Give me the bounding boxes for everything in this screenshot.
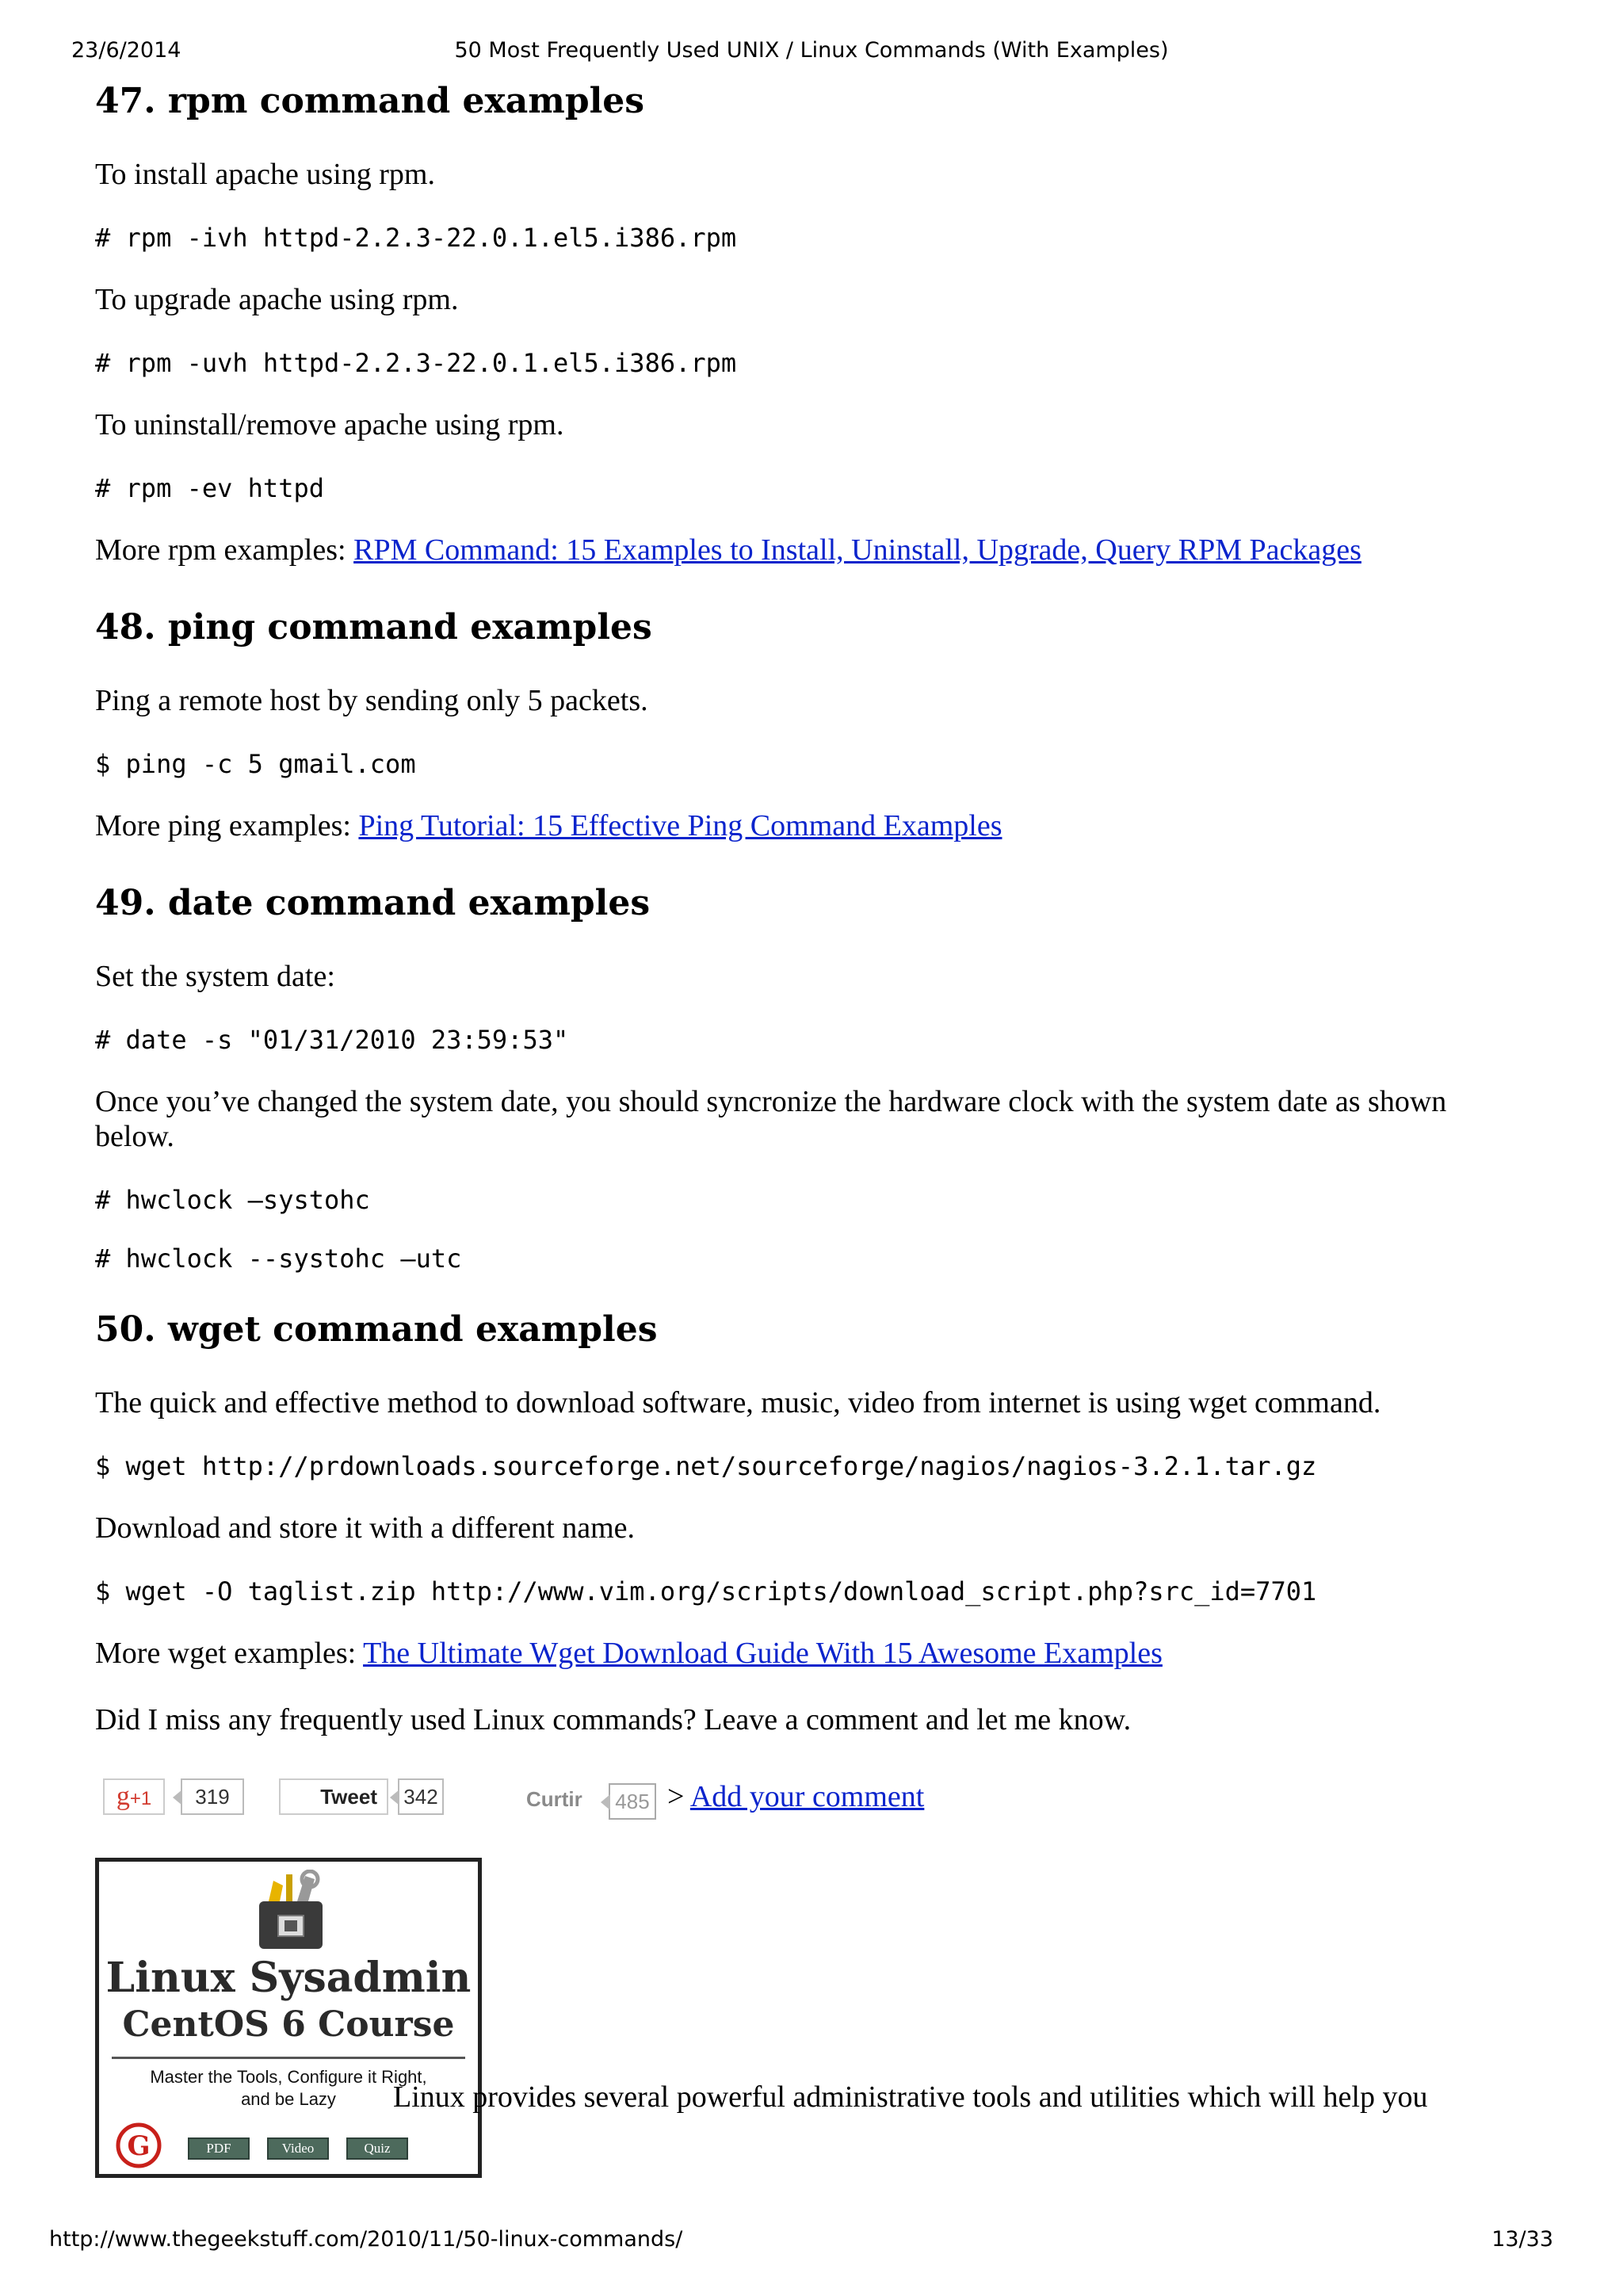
banner-pdf-button[interactable]: PDF (188, 2137, 250, 2160)
closing-text: Did I miss any frequently used Linux commands? Leave a comment and let me know. (95, 1703, 1132, 1736)
date-sync-text: Once you’ve changed the system date, you should syncronize the hardware clock with the system date as shown below. (95, 1085, 1447, 1153)
ping-more (95, 808, 1002, 843)
rpm-more (95, 533, 1361, 567)
ping-cmd: $ ping -c 5 gmail.com (95, 749, 416, 779)
footer-page-number: 13/33 (1491, 2227, 1553, 2252)
footer-url: http://www.thegeekstuff.com/2010/11/50-linux-commands/ (49, 2227, 683, 2252)
gplus-count: 319 (181, 1778, 244, 1815)
rpm-install-text: To install apache using rpm. (95, 158, 435, 191)
wget-cmd2: $ wget -O taglist.zip http://www.vim.org/scripts/download_script.php?src_id=7701 (95, 1576, 1317, 1606)
banner-tagline-1: Master the Tools, Configure it Right, (150, 2067, 427, 2087)
wget-heading: 50. wget command examples (95, 1309, 658, 1350)
date-cmd2: # hwclock –systohc (95, 1185, 370, 1215)
wget-cmd: $ wget http://prdownloads.sourceforge.net/sourceforge/nagios/nagios-3.2.1.tar.gz (95, 1451, 1317, 1481)
like-button[interactable]: Curtir (526, 1787, 582, 1811)
social-bar (95, 1777, 1205, 1824)
rpm-remove-cmd: # rpm -ev httpd (95, 473, 324, 503)
tail-text: Linux provides several powerful administrative tools and utilities which will help you (393, 2080, 1428, 2114)
ping-heading: 48. ping command examples (95, 607, 652, 648)
date-heading: 49. date command examples (95, 883, 651, 923)
toolbox-icon (242, 1870, 340, 1952)
twitter-bird-icon (288, 1788, 306, 1805)
banner-title: Linux Sysadmin (105, 1954, 472, 2002)
tweet-count: 342 (398, 1778, 444, 1815)
add-comment-link[interactable]: Add your comment (689, 1780, 925, 1813)
rpm-remove-text: To uninstall/remove apache using rpm. (95, 408, 564, 441)
rpm-install-cmd: # rpm -ivh httpd-2.2.3-22.0.1.el5.i386.rpm (95, 223, 737, 253)
course-banner[interactable] (95, 1858, 482, 2178)
date-cmd3: # hwclock --systohc –utc (95, 1244, 462, 1274)
rpm-more-label: More rpm examples: (95, 533, 354, 567)
geek-logo-icon (115, 2122, 162, 2169)
date-text: Set the system date: (95, 960, 335, 993)
banner-divider (112, 2057, 465, 2059)
ping-more-link[interactable]: Ping Tutorial: 15 Effective Ping Command Examples (358, 809, 1002, 842)
ping-more-label: More ping examples: (95, 809, 359, 842)
banner-tagline-2: and be Lazy (241, 2089, 336, 2109)
tweet-label: Tweet (320, 1785, 377, 1809)
add-comment-prefix: > (667, 1780, 690, 1813)
add-comment (667, 1777, 924, 1817)
gplus-button[interactable] (103, 1778, 165, 1815)
date-cmd: # date -s "01/31/2010 23:59:53" (95, 1025, 569, 1055)
gplus-plus: +1 (129, 1788, 152, 1809)
header-date: 23/6/2014 (71, 38, 181, 63)
rpm-more-link[interactable]: RPM Command: 15 Examples to Install, Uninstall, Upgrade, Query RPM Packages (353, 533, 1361, 567)
like-count: 485 (609, 1783, 656, 1820)
tweet-button[interactable] (279, 1778, 388, 1815)
banner-quiz-button[interactable]: Quiz (346, 2137, 408, 2160)
rpm-upgrade-text: To upgrade apache using rpm. (95, 283, 459, 316)
wget-more-label: More wget examples: (95, 1637, 364, 1670)
rpm-heading: 47. rpm command examples (95, 81, 645, 121)
wget-text2: Download and store it with a different name. (95, 1511, 635, 1545)
wget-text: The quick and effective method to download software, music, video from internet is using wget command. (95, 1386, 1381, 1419)
rpm-upgrade-cmd: # rpm -uvh httpd-2.2.3-22.0.1.el5.i386.rpm (95, 348, 737, 378)
geek-logo-letter: G (127, 2130, 151, 2162)
wget-more (95, 1636, 1163, 1671)
header-title: 50 Most Frequently Used UNIX / Linux Commands (With Examples) (454, 38, 1169, 63)
ping-text: Ping a remote host by sending only 5 packets. (95, 684, 648, 717)
banner-subtitle: CentOS 6 Course (122, 2004, 455, 2045)
banner-video-button[interactable]: Video (267, 2137, 329, 2160)
gplus-g: g (116, 1782, 130, 1811)
wget-more-link[interactable]: The Ultimate Wget Download Guide With 15 Awesome Examples (363, 1637, 1163, 1670)
